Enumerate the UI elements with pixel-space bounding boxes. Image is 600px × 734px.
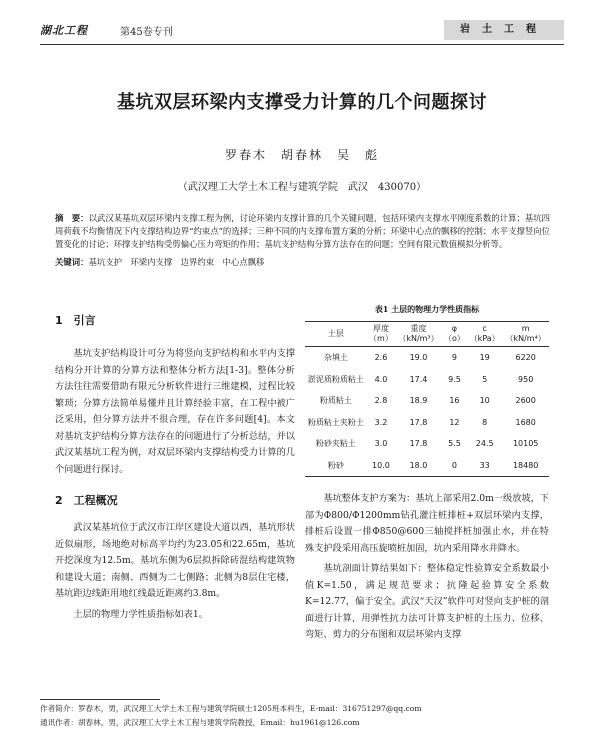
section-1-heading: 1 引言	[55, 314, 96, 327]
keywords-label: 关键词：	[55, 257, 89, 267]
cell: 19.0	[409, 353, 428, 363]
cell: 淤泥质粉质粘土	[307, 374, 364, 384]
section-2-heading: 2 工程概况	[55, 494, 118, 507]
table-row	[305, 455, 549, 477]
cell: 9	[451, 353, 457, 363]
footnote-corresponding: 通讯作者：胡春林，男，武汉理工大学土木工程与建筑学院教授，Email：hu1961@126.com	[40, 718, 360, 727]
cell: 粉砂	[305, 455, 367, 477]
cell: 10.0	[367, 455, 395, 477]
col-header: 重度 （kN/m³）	[395, 322, 442, 347]
table-row	[305, 347, 549, 369]
table-header-row	[305, 322, 549, 347]
affiliation: （武汉理工大学土木工程与建筑学院 武汉 430070）	[177, 182, 427, 193]
col-header: c （kPa）	[467, 322, 502, 347]
journal-name: 湖北工程	[40, 24, 88, 37]
cell: 18.0	[395, 455, 442, 477]
footnotes	[40, 702, 564, 730]
table-row	[305, 433, 549, 455]
section-2-text2: 土层的物理力学性质指标如表1。	[73, 608, 208, 620]
cell: 2.6	[374, 353, 388, 363]
cell: 4.0	[374, 374, 388, 384]
cell: 18.9	[409, 396, 428, 406]
cell: 17.4	[409, 374, 428, 384]
cell: 950	[518, 374, 534, 384]
col-header: 土层	[305, 322, 367, 347]
col-header: m （kN/m⁴）	[502, 322, 549, 347]
header-rule	[40, 44, 564, 45]
section-1-text: 基坑支护结构设计可分为将竖向支护结构和水平内支撑结构分开计算的分算方法和整体分析方法[1-3]。整体分析方法往往需要借助有限元分析软件进行三维建模，过程比较繁琐；分算方法简单易懂并且计算经验丰富，在工程中被广泛采用，但分算方法并不很合理，存在许多问题[4]。本文对基坑支护结构分算方法存在的问题进行了分析总结，并以武汉某基坑工程为例，对双层环梁内支撑结构受力计算的几个问题进行探讨。	[55, 348, 295, 475]
cell: 10	[479, 396, 490, 406]
paper-title: 基坑双层环梁内支撑受力计算的几个问题探讨	[117, 92, 487, 113]
right-paragraph-2: 基坑剖面计算结果如下：整体稳定性验算安全系数最小值K=1.50，满足规范要求；抗隆起验算安全系数K=12.77，偏于安全。武汉“天汉”软件可对竖向支护桩的剖面进行计算，用弹性抗力法可计算支护桩的土压力、位移、弯矩、剪力的分布图和双层环梁内支撑	[305, 563, 549, 640]
cell: 1680	[515, 417, 536, 427]
cell: 粉质粘土夹粉土	[307, 417, 364, 427]
cell: 33	[467, 455, 502, 477]
section-tab: 岩土工程	[444, 20, 564, 40]
cell: 18480	[502, 455, 549, 477]
cell: 2.8	[374, 396, 388, 406]
cell: 16	[449, 396, 460, 406]
cell: 2600	[515, 396, 536, 406]
footnote-author: 作者简介：罗春木，男，武汉理工大学土木工程与建筑学院硕士1205班本科生，E-mail：316751297@qq.com	[40, 704, 422, 713]
cell: 粉质粘土	[319, 396, 352, 406]
issue-label: 第45卷专刊	[120, 27, 173, 38]
left-column	[55, 312, 295, 623]
footnote-rule	[40, 699, 160, 700]
cell: 5	[482, 374, 488, 384]
table-row	[305, 390, 549, 412]
abstract	[55, 212, 550, 251]
cell: 3.2	[374, 417, 388, 427]
right-paragraph-1: 基坑整体支护方案为：基坑上部采用2.0m一级放坡，下部为Φ800/Φ1200mm钻孔灌注桩排桩+双层环梁内支撑，排桩后设置一排Φ850@600三轴搅拌桩加强止水，并在特殊支护段采用高压旋喷桩加固，坑内采用降水井降水。	[305, 493, 549, 554]
abstract-text: 以武汉某基坑双层环梁内支撑工程为例，讨论环梁内支撑计算的几个关键问题，包括环梁内支撑水平刚度系数的计算；基坑四周荷载不均衡情况下内支撑结构边界“约束点”的选择；三种不同的内支撑布置方案的分析；环梁中心点的飘移的控制；水平支撑竖向位置变化的讨论；环撑支护结构受剪偏心压力弯矩的作用；基坑支护结构分算方法存在的问题；空间有限元数值模拟分析等。	[55, 213, 550, 249]
keywords-text: 基坑支护 环梁内支撑 边界约束 中心点飘移	[88, 257, 265, 267]
cell: 8	[482, 417, 488, 427]
cell: 24.5	[475, 439, 494, 449]
authors: 罗春木 胡春林 吴 彪	[224, 148, 379, 162]
running-header	[40, 20, 564, 42]
section-2-text: 武汉某基坑位于武汉市江岸区建设大道以西，基坑形状近似扇形，场地绝对标高平均约为23.05和22.65m，基坑开挖深度为12.5m。基坑东侧为6层拟拆除砖混结构建筑物和建设大道；南侧、西侧为二七侧路；北侧为8层住宅楼，基坑距边线距用地红线最近距离约3.8m。	[55, 522, 295, 599]
col-header: φ （o）	[442, 322, 467, 347]
keywords	[55, 256, 550, 269]
cell: 17.8	[409, 439, 428, 449]
col-header: 厚度 （m）	[367, 322, 395, 347]
cell: 杂填土	[323, 353, 348, 363]
cell: 19	[479, 353, 490, 363]
cell: 粉砂夹粘土	[315, 439, 356, 449]
table-1-caption: 表1 土层的物理力学性质指标	[374, 304, 480, 314]
abstract-label: 摘 要：	[55, 213, 89, 223]
cell: 10105	[512, 439, 539, 449]
table-row	[305, 412, 549, 434]
right-column	[305, 304, 549, 644]
cell: 5.5	[448, 439, 461, 449]
cell: 9.5	[448, 374, 461, 384]
cell: 3.0	[374, 439, 388, 449]
cell: 17.8	[409, 417, 428, 427]
cell: 6220	[515, 353, 536, 363]
soil-properties-table	[305, 321, 549, 477]
cell: 0	[442, 455, 467, 477]
cell: 12	[449, 417, 460, 427]
table-row	[305, 369, 549, 391]
